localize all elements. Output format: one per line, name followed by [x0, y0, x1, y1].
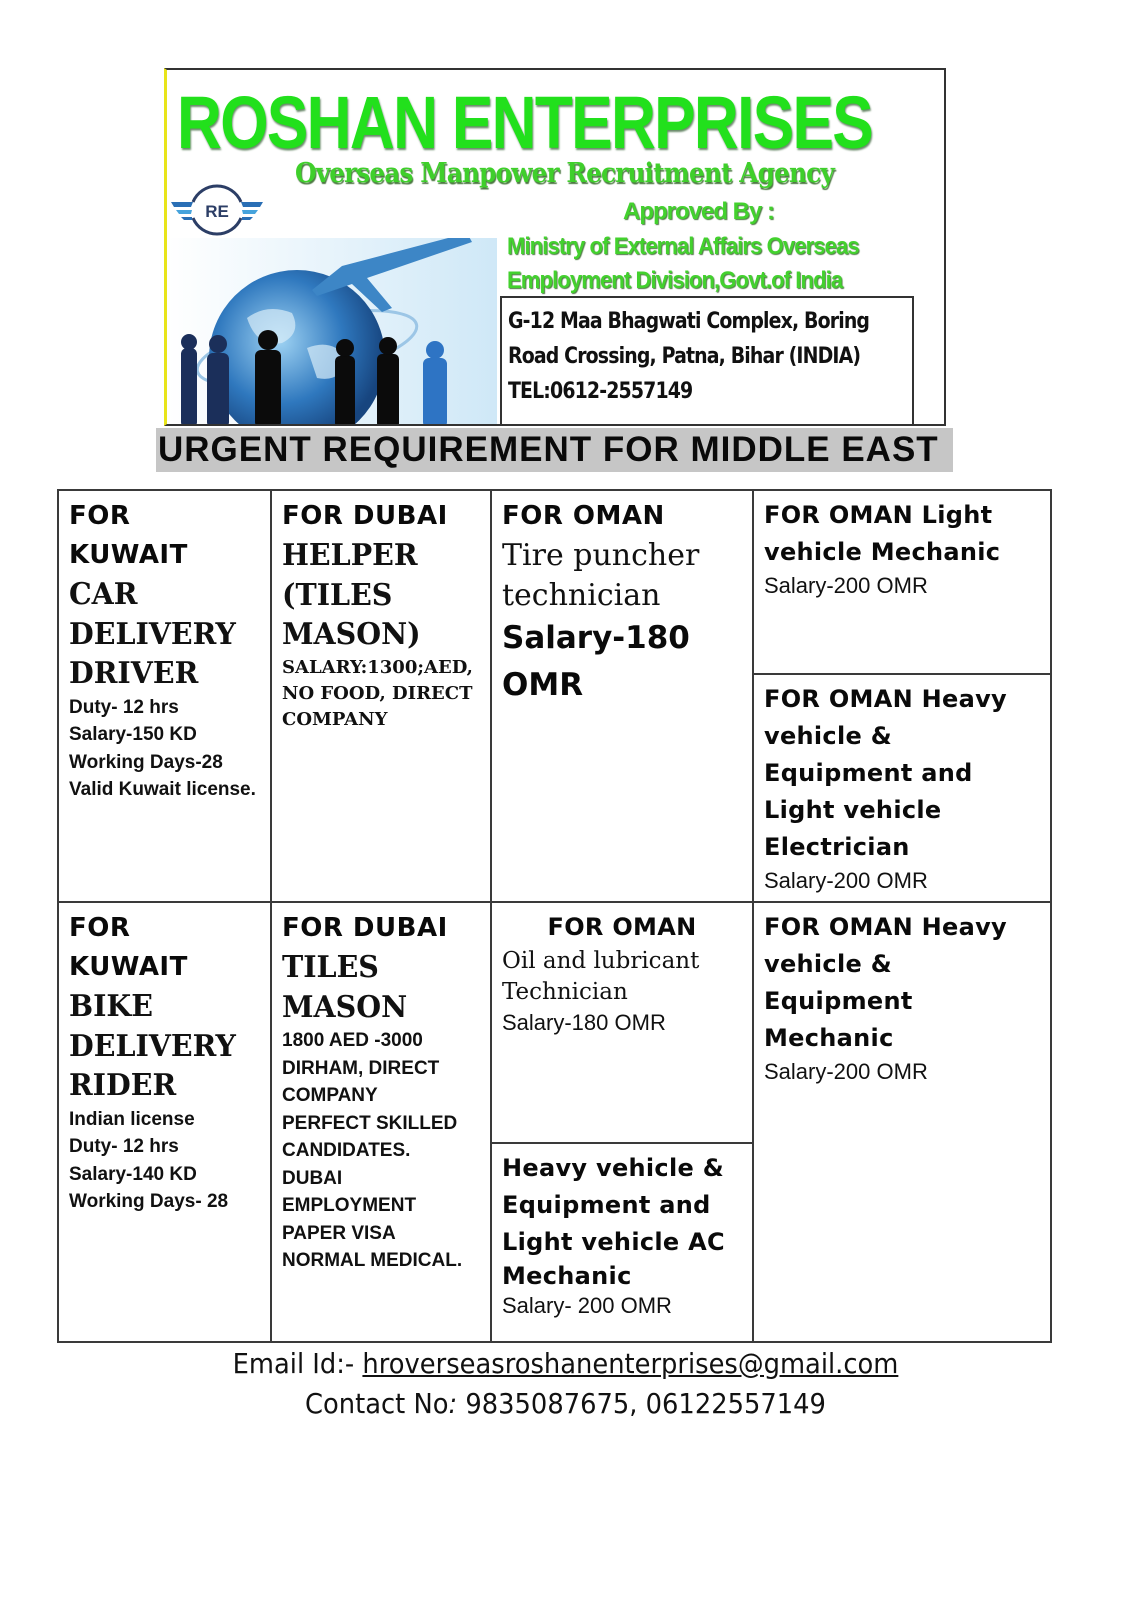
- job-title: technician: [502, 577, 661, 613]
- job-title: TILES: [282, 950, 379, 985]
- address-line-1: G-12 Maa Bhagwati Complex, Boring: [508, 309, 870, 334]
- job-title: Electrician: [764, 833, 910, 861]
- job-salary: Salary-180: [502, 620, 690, 656]
- table-border-right: [1050, 489, 1052, 1343]
- job-card-oman-light-vehicle-mechanic: [754, 491, 1050, 673]
- table-border-bottom: [57, 1341, 1052, 1343]
- job-detail: NO FOOD, DIRECT: [282, 682, 473, 704]
- job-requirement: Valid Kuwait license.: [69, 779, 256, 800]
- job-title: Technician: [502, 979, 628, 1005]
- job-card-kuwait-car-driver: [59, 491, 270, 901]
- job-title: CAR: [69, 577, 138, 612]
- job-salary: Salary-200 OMR: [764, 1059, 928, 1084]
- job-card-oman-ac-mechanic: [492, 1144, 752, 1341]
- job-location: FOR DUBAI: [282, 913, 448, 943]
- job-location: FOR OMAN: [502, 501, 665, 531]
- job-location: FOR: [69, 913, 131, 943]
- job-salary: Salary-200 OMR: [764, 868, 928, 893]
- ministry-line-2: Employment Division,Govt.of India: [507, 267, 843, 294]
- job-title: DELIVERY: [69, 1028, 236, 1064]
- job-title: vehicle &: [764, 950, 892, 978]
- contact-footer: [0, 1344, 1131, 1424]
- job-detail: COMPANY: [282, 1085, 378, 1106]
- job-detail: NORMAL MEDICAL.: [282, 1250, 463, 1271]
- job-title: Equipment and: [502, 1191, 711, 1219]
- job-salary: 1800 AED -3000: [282, 1030, 423, 1051]
- job-title: DRIVER: [69, 656, 199, 691]
- job-listings-table: [57, 489, 1052, 1343]
- job-duty: Duty- 12 hrs: [69, 696, 179, 718]
- contact-line: [45, 1384, 1086, 1424]
- job-title: vehicle Mechanic: [764, 538, 1001, 566]
- job-location: FOR OMAN Heavy: [764, 913, 1007, 941]
- globe-plane-people-illustration-icon: [167, 238, 497, 426]
- job-title: Equipment and: [764, 759, 973, 787]
- job-salary: SALARY:1300;AED,: [282, 656, 473, 678]
- job-title: MASON): [282, 617, 421, 652]
- job-location: FOR DUBAI: [282, 501, 448, 531]
- job-duty: Duty- 12 hrs: [69, 1136, 179, 1157]
- job-salary: Salary-150 KD: [69, 724, 197, 745]
- urgent-requirement-heading: URGENT REQUIREMENT FOR MIDDLE EAST: [158, 430, 939, 469]
- job-title: Tire puncher: [502, 538, 700, 573]
- job-title: (TILES: [282, 577, 393, 613]
- job-title: Light vehicle AC: [502, 1228, 725, 1256]
- job-salary-currency: OMR: [502, 667, 584, 703]
- job-salary: Salary- 200 OMR: [502, 1293, 672, 1318]
- job-location: KUWAIT: [69, 952, 188, 982]
- job-title: DELIVERY: [69, 616, 236, 652]
- job-detail: PAPER VISA: [282, 1222, 396, 1244]
- job-detail: PERFECT SKILLED: [282, 1112, 458, 1134]
- ministry-approval: [507, 230, 859, 298]
- address-box: [500, 296, 914, 426]
- email-line: [45, 1344, 1086, 1384]
- job-card-oman-heavy-vehicle-mechanic: [754, 903, 1050, 1341]
- contact-separator: :: [448, 1387, 466, 1420]
- svg-text:RE: RE: [205, 202, 229, 221]
- job-requirement: Indian license: [69, 1108, 195, 1130]
- job-title: Mechanic: [502, 1262, 632, 1290]
- job-card-dubai-helper: [272, 491, 490, 901]
- job-card-oman-tire-technician: [492, 491, 752, 901]
- approved-by-label: Approved By :: [623, 198, 775, 225]
- job-location: FOR OMAN Heavy: [764, 685, 1007, 713]
- job-location: KUWAIT: [69, 540, 188, 570]
- job-title: Equipment: [764, 987, 913, 1015]
- job-title: vehicle &: [764, 722, 892, 750]
- job-title: Mechanic: [764, 1024, 894, 1052]
- company-banner: [164, 68, 946, 426]
- job-salary: Salary-200 OMR: [764, 573, 928, 598]
- job-card-kuwait-bike-rider: [59, 903, 270, 1341]
- company-tagline: Overseas Manpower Recruitment Agency: [295, 158, 834, 189]
- company-logo-icon: [171, 178, 263, 240]
- address-line-2: Road Crossing, Patna, Bihar (INDIA): [508, 344, 861, 369]
- urgent-requirement-banner: [156, 428, 953, 472]
- job-title: Light vehicle: [764, 796, 942, 824]
- job-salary: Salary-140 KD: [69, 1163, 197, 1185]
- job-working-days: Working Days- 28: [69, 1191, 229, 1212]
- job-card-dubai-tiles-mason: [272, 903, 490, 1341]
- job-location: FOR OMAN: [547, 913, 697, 941]
- job-working-days: Working Days-28: [69, 751, 223, 773]
- job-salary: Salary-180 OMR: [502, 1010, 666, 1035]
- contact-label: Contact No: [305, 1387, 449, 1420]
- email-label: Email Id:-: [232, 1347, 363, 1380]
- job-detail: DUBAI: [282, 1167, 343, 1189]
- company-name: ROSHAN ENTERPRISES: [177, 81, 873, 164]
- job-title: Oil and lubricant: [502, 948, 700, 974]
- contact-numbers: 9835087675, 06122557149: [465, 1387, 826, 1420]
- email-link[interactable]: hroverseasroshanenterprises@gmail.com: [362, 1347, 899, 1380]
- job-detail: EMPLOYMENT: [282, 1195, 417, 1216]
- job-title: RIDER: [69, 1068, 177, 1103]
- job-location: FOR: [69, 501, 131, 531]
- job-title: BIKE: [69, 989, 153, 1024]
- job-detail: DIRHAM, DIRECT: [282, 1057, 440, 1079]
- job-detail: CANDIDATES.: [282, 1140, 411, 1161]
- job-detail: COMPANY: [282, 708, 388, 730]
- job-location: FOR OMAN Light: [764, 501, 993, 529]
- job-title: Heavy vehicle &: [502, 1154, 724, 1182]
- job-card-oman-oil-technician: [492, 903, 752, 1142]
- ministry-line-1: Ministry of External Affairs Overseas: [507, 233, 859, 260]
- telephone: TEL:0612-2557149: [508, 379, 693, 404]
- job-title: MASON: [282, 989, 408, 1025]
- job-title: HELPER: [282, 538, 418, 573]
- job-card-oman-electrician: [754, 675, 1050, 901]
